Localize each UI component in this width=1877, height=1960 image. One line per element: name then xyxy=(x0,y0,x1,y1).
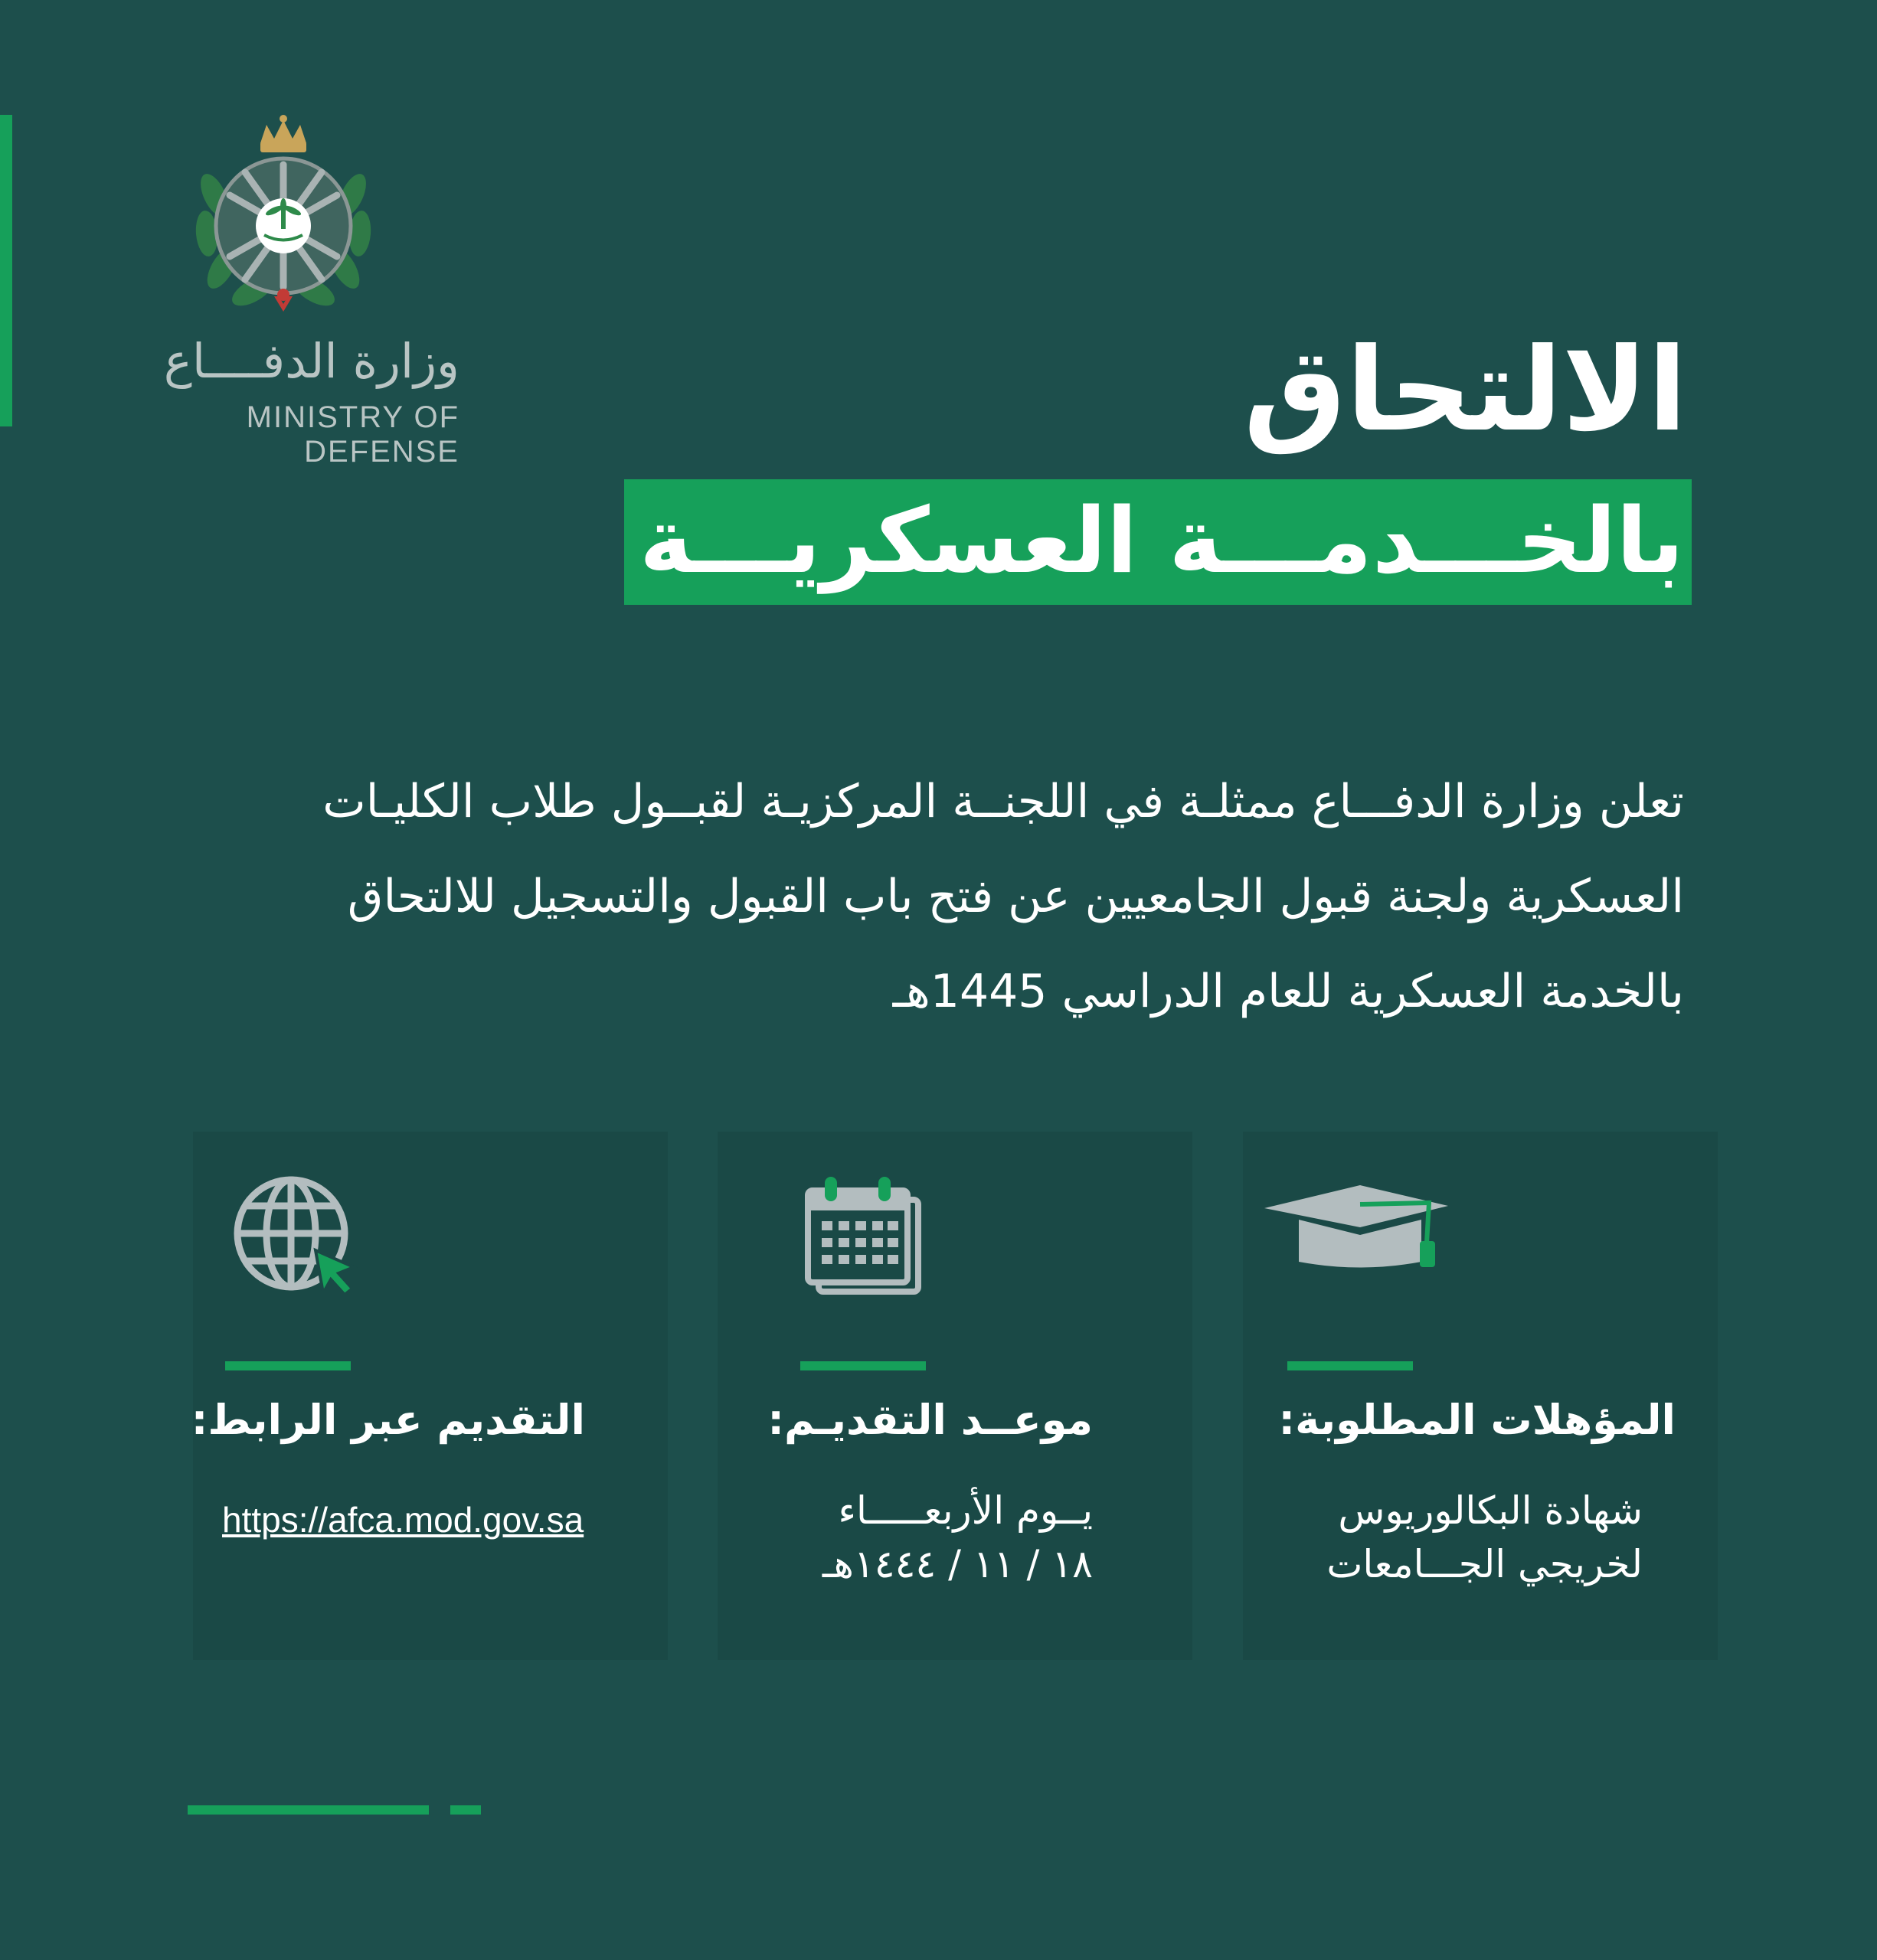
qualifications-card xyxy=(1243,1132,1718,1660)
announcement-line: العسكرية ولجنة قبول الجامعيين عن فتح باب القبول والتسجيل للالتحاق xyxy=(347,870,1684,923)
page-subtitle-highlight: بالخـــدمـــة العسكريـــة xyxy=(624,479,1692,605)
apply-date-card xyxy=(718,1132,1192,1660)
logo-english-name: MINISTRY OF DEFENSE xyxy=(246,400,459,469)
calendar-icon xyxy=(802,1174,924,1296)
date-hijri: ١٨ / ١١ / ١٤٤٤هـ xyxy=(822,1542,1093,1586)
announcement-line: تعلن وزارة الدفـــاع ممثلـة في اللجنــة المركزيـة لقبــول طلاب الكليـات xyxy=(322,775,1684,828)
announcement-line: بالخدمة العسكرية للعام الدراسي 1445هـ xyxy=(892,965,1684,1018)
globe-cursor-icon xyxy=(231,1174,361,1296)
footer-accent-bar xyxy=(188,1805,429,1815)
page-title: الالتحاق xyxy=(1243,324,1687,457)
ministry-logo xyxy=(107,111,459,469)
ministry-emblem-icon xyxy=(184,111,383,318)
footer-accent-dot xyxy=(450,1805,481,1815)
logo-arabic-name: وزارة الدفــــاع xyxy=(163,333,459,389)
card-divider xyxy=(800,1361,926,1370)
card-heading: التقديم عبر الرابط: xyxy=(191,1396,585,1444)
card-heading: موعــد التقديـم: xyxy=(767,1396,1093,1444)
card-heading: المؤهلات المطلوبة: xyxy=(1278,1396,1676,1444)
left-accent-bar xyxy=(0,115,12,426)
qualification-degree: شهادة البكالوريوس xyxy=(1338,1488,1643,1533)
card-divider xyxy=(1287,1361,1413,1370)
apply-link-card xyxy=(193,1132,668,1660)
qualifications-value xyxy=(1326,1484,1643,1591)
qualification-audience: لخريجي الجـــامعات xyxy=(1326,1542,1643,1586)
date-day: يــوم الأربعـــــاء xyxy=(838,1488,1093,1533)
graduation-cap-icon xyxy=(1257,1174,1456,1281)
apply-date-value xyxy=(822,1484,1093,1591)
card-divider xyxy=(225,1361,351,1370)
announcement-text xyxy=(198,754,1684,1039)
apply-url-link[interactable]: https://afca.mod.gov.sa xyxy=(222,1500,584,1540)
